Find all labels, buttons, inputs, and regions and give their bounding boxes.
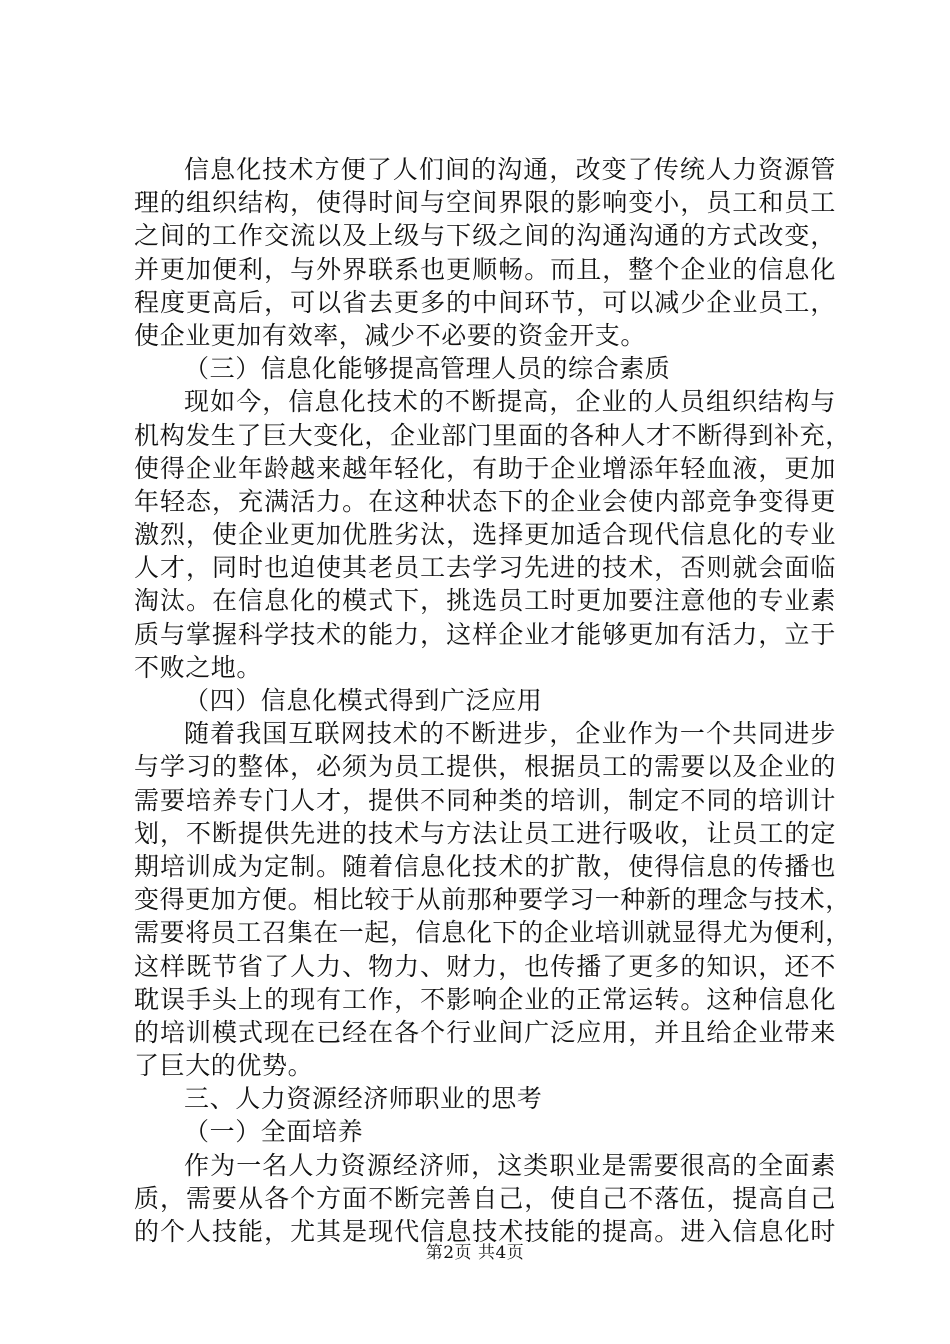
body-text xyxy=(134,153,851,1248)
text-line: 现如今，信息化技术的不断提高，企业的人员组织结构与 xyxy=(184,387,836,417)
text-line: 机构发生了巨大变化，企业部门里面的各种人才不断得到补充， xyxy=(134,420,851,450)
text-line: 质，需要从各个方面不断完善自己，使自己不落伍，提高自己 xyxy=(134,1183,836,1213)
text-line: 程度更高后，可以省去更多的中间环节，可以减少企业员工， xyxy=(134,287,836,317)
text-line: 耽误手头上的现有工作，不影响企业的正常运转。这种信息化 xyxy=(134,984,836,1014)
text-line: 期培训成为定制。随着信息化技术的扩散，使得信息的传播也 xyxy=(134,851,836,881)
text-line: 激烈，使企业更加优胜劣汰，选择更加适合现代信息化的专业 xyxy=(134,520,836,550)
text-line: 变得更加方便。相比较于从前那种要学习一种新的理念与技术， xyxy=(134,885,851,915)
subsection-heading: （一）全面培养 xyxy=(184,1117,364,1147)
text-line: 不败之地。 xyxy=(134,652,263,682)
text-line: 人才，同时也迫使其老员工去学习先进的技术，否则就会面临 xyxy=(134,553,836,583)
text-line: 理的组织结构，使得时间与空间界限的影响变小，员工和员工 xyxy=(134,188,836,218)
text-line: 信息化技术方便了人们间的沟通，改变了传统人力资源管 xyxy=(184,155,836,184)
text-line: 的个人技能，尤其是现代信息技术技能的提高。进入信息化时 xyxy=(134,1217,836,1246)
text-line: 淘汰。在信息化的模式下，挑选员工时更加要注意他的专业素 xyxy=(134,586,836,616)
text-line: 使得企业年龄越来越年轻化，有助于企业增添年轻血液，更加 xyxy=(134,453,836,483)
section-heading: （四）信息化模式得到广泛应用 xyxy=(184,686,543,715)
text-line: 这样既节省了人力、物力、财力，也传播了更多的知识，还不 xyxy=(134,951,836,981)
text-line: 了巨大的优势。 xyxy=(134,1051,314,1081)
section-heading: （三）信息化能够提高管理人员的综合素质 xyxy=(184,354,671,384)
text-line: 划，不断提供先进的技术与方法让员工进行吸收，让员工的定 xyxy=(134,818,836,848)
text-line: 并更加便利，与外界联系也更顺畅。而且，整个企业的信息化 xyxy=(134,254,836,284)
page-number-footer: 第2页 共4页 xyxy=(425,1243,525,1263)
text-line: 需要培养专门人才，提供不同种类的培训，制定不同的培训计 xyxy=(134,785,836,815)
text-line: 作为一名人力资源经济师，这类职业是需要很高的全面素 xyxy=(184,1150,836,1180)
text-line: 随着我国互联网技术的不断进步，企业作为一个共同进步 xyxy=(184,719,836,749)
text-line: 质与掌握科学技术的能力，这样企业才能够更加有活力，立于 xyxy=(134,619,836,649)
section-heading: 三、人力资源经济师职业的思考 xyxy=(184,1084,543,1114)
text-line: 需要将员工召集在一起，信息化下的企业培训就显得尤为便利， xyxy=(134,918,851,948)
text-line: 使企业更加有效率，减少不必要的资金开支。 xyxy=(134,320,647,350)
text-line: 的培训模式现在已经在各个行业间广泛应用，并且给企业带来 xyxy=(134,1017,836,1047)
text-line: 之间的工作交流以及上级与下级之间的沟通沟通的方式改变， xyxy=(134,221,836,251)
text-line: 与学习的整体，必须为员工提供，根据员工的需要以及企业的 xyxy=(134,752,836,782)
text-line: 年轻态，充满活力。在这种状态下的企业会使内部竞争变得更 xyxy=(134,486,836,516)
